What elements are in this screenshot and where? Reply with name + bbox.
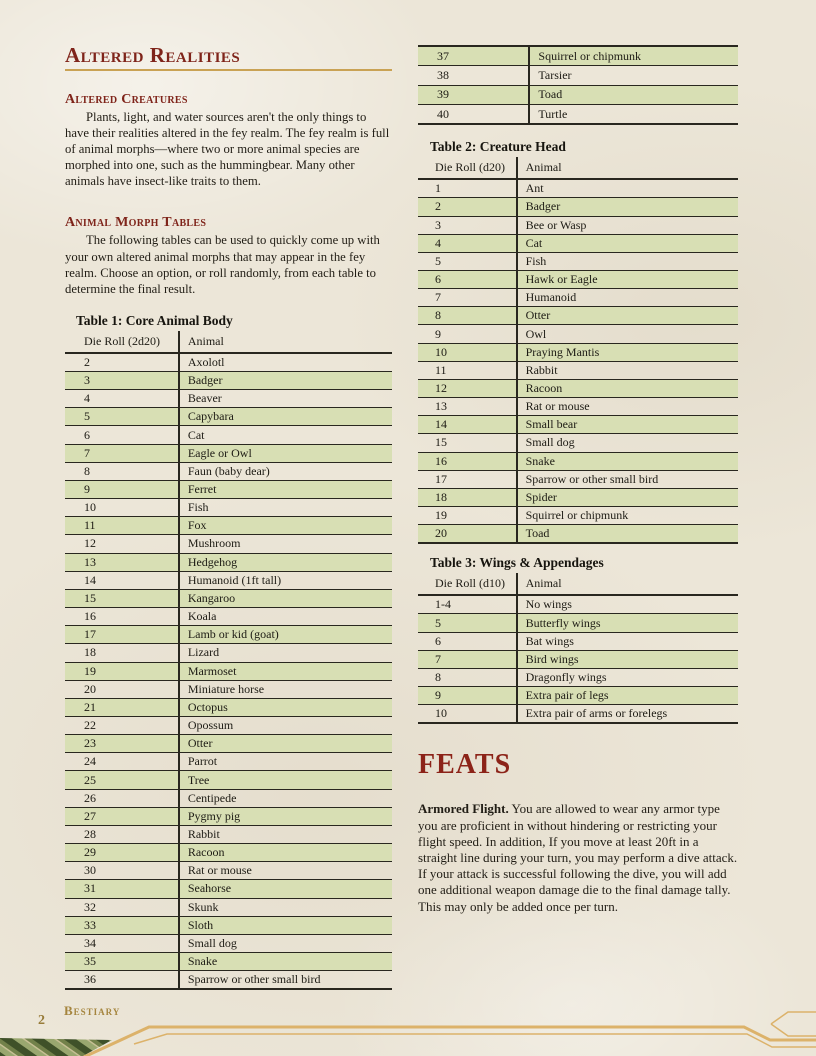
- animal-cell: Humanoid (1ft tall): [187, 572, 282, 587]
- table-row: [65, 899, 392, 917]
- die-roll-cell: 10: [84, 500, 96, 515]
- die-roll-cell: 34: [84, 935, 96, 950]
- die-roll-cell: 18: [435, 489, 447, 504]
- right-column: [418, 45, 738, 915]
- table2-col-animal: Animal: [525, 160, 562, 175]
- table-row: [65, 735, 392, 753]
- table-row: [65, 445, 392, 463]
- table1-column-divider: [178, 331, 180, 989]
- table3-col-animal: Animal: [525, 576, 562, 591]
- table-row: [65, 572, 392, 590]
- table-row: [65, 953, 392, 971]
- die-roll-cell: 15: [435, 435, 447, 450]
- die-roll-cell: 21: [84, 699, 96, 714]
- animal-cell: Skunk: [187, 899, 219, 914]
- animal-cell: Owl: [525, 326, 547, 341]
- die-roll-cell: 9: [435, 326, 441, 341]
- animal-cell: Eagle or Owl: [187, 445, 252, 460]
- table-row: [418, 434, 738, 452]
- die-roll-cell: 10: [435, 706, 447, 721]
- animal-cell: Lizard: [187, 645, 220, 660]
- gold-hexagon-cap: [771, 1012, 816, 1036]
- animal-cell: Extra pair of arms or forelegs: [525, 706, 668, 721]
- table-row: [65, 608, 392, 626]
- animal-cell: Snake: [187, 954, 218, 969]
- table-row: [65, 790, 392, 808]
- table3-wings-appendages: [418, 573, 738, 724]
- armored-flight-body: You are allowed to wear any armor type you are proficient in without hindering or restricting your flight speed. In addition, If you move at least 20ft in a straight line during your turn, you may perform a dive attack. If your attack is successful following the dive, you will add one additional weapon damage die to the final damage tally. This may only be added once per turn.: [418, 801, 738, 914]
- animal-cell: Opossum: [187, 718, 234, 733]
- die-roll-cell: 9: [84, 482, 90, 497]
- die-roll-cell: 40: [437, 106, 449, 121]
- die-roll-cell: 8: [435, 670, 441, 685]
- die-roll-cell: 32: [84, 899, 96, 914]
- animal-cell: Beaver: [187, 391, 222, 406]
- table-row: [418, 253, 738, 271]
- table2-title: Table 2: Creature Head: [430, 139, 566, 155]
- table1-continuation: [418, 45, 738, 125]
- table3-rows: [418, 596, 738, 723]
- table-row: [65, 808, 392, 826]
- die-roll-cell: 5: [84, 409, 90, 424]
- table-row: [418, 344, 738, 362]
- die-roll-cell: 20: [84, 681, 96, 696]
- gold-rule-thin: [134, 1034, 816, 1047]
- animal-cell: Rabbit: [525, 362, 558, 377]
- animal-cell: Lamb or kid (goat): [187, 627, 279, 642]
- animal-cell: Racoon: [187, 845, 225, 860]
- die-roll-cell: 31: [84, 881, 96, 896]
- animal-cell: Miniature horse: [187, 681, 265, 696]
- footer-section-label: Bestiary: [64, 1003, 121, 1018]
- animal-cell: Rat or mouse: [187, 863, 252, 878]
- die-roll-cell: 8: [84, 463, 90, 478]
- animal-cell: Butterfly wings: [525, 615, 601, 630]
- animal-cell: Tarsier: [538, 67, 572, 82]
- animal-cell: Kangaroo: [187, 590, 236, 605]
- table-row: [65, 408, 392, 426]
- table-row: [65, 590, 392, 608]
- feats-heading: FEATS: [418, 749, 512, 781]
- die-roll-cell: 13: [435, 399, 447, 414]
- animal-cell: Fish: [187, 500, 209, 515]
- animal-cell: Ferret: [187, 482, 217, 497]
- section-heading-altered-creatures: Altered Creatures: [65, 92, 188, 107]
- table-row: [65, 844, 392, 862]
- animal-cell: Capybara: [187, 409, 234, 424]
- animal-cell: Bat wings: [525, 633, 574, 648]
- animal-cell: Cat: [525, 235, 543, 250]
- die-roll-cell: 9: [435, 688, 441, 703]
- die-roll-cell: 8: [435, 308, 441, 323]
- table-row: [418, 687, 738, 705]
- page-title: Altered Realities: [65, 45, 392, 71]
- animal-cell: Octopus: [187, 699, 228, 714]
- table1-col-die-roll: Die Roll (2d20): [84, 333, 160, 348]
- table-row: [418, 398, 738, 416]
- animal-cell: Hawk or Eagle: [525, 272, 598, 287]
- animal-cell: Dragonfly wings: [525, 670, 607, 685]
- table-row: [65, 880, 392, 898]
- table-row: [418, 596, 738, 614]
- die-roll-cell: 5: [435, 253, 441, 268]
- table-row: [65, 535, 392, 553]
- table-row: [65, 426, 392, 444]
- die-roll-cell: 28: [84, 826, 96, 841]
- animal-cell: Koala: [187, 609, 217, 624]
- animal-morph-paragraph: The following tables can be used to quickly come up with your own altered animal morphs that may appear in the fey realm. Choose an option, or roll randomly, from each table to determine the final result.: [65, 233, 380, 296]
- die-roll-cell: 30: [84, 863, 96, 878]
- die-roll-cell: 1: [435, 181, 441, 196]
- table-row: [418, 325, 738, 343]
- die-roll-cell: 7: [435, 651, 441, 666]
- animal-cell: Rabbit: [187, 826, 220, 841]
- die-roll-cell: 17: [84, 627, 96, 642]
- animal-cell: Ant: [525, 181, 544, 196]
- die-roll-cell: 7: [84, 445, 90, 460]
- table-row: [65, 372, 392, 390]
- armored-flight-paragraph: [418, 801, 738, 914]
- footer-ornament: [0, 986, 816, 1056]
- table-row: [65, 626, 392, 644]
- table3-title: Table 3: Wings & Appendages: [430, 555, 604, 571]
- table3-header-row: [418, 573, 738, 596]
- table-row: [65, 481, 392, 499]
- table-row: [418, 525, 738, 543]
- animal-cell: Squirrel or chipmunk: [538, 48, 642, 63]
- die-roll-cell: 23: [84, 736, 96, 751]
- animal-cell: Sparrow or other small bird: [187, 972, 321, 987]
- animal-cell: Small dog: [187, 935, 237, 950]
- table-row: [418, 669, 738, 687]
- die-roll-cell: 37: [437, 48, 449, 63]
- animal-cell: Rat or mouse: [525, 399, 590, 414]
- die-roll-cell: 13: [84, 554, 96, 569]
- animal-cell: Parrot: [187, 754, 218, 769]
- animal-cell: Toad: [538, 87, 563, 102]
- table-row: [65, 826, 392, 844]
- table2-column-divider: [516, 157, 518, 543]
- table1-rows: [65, 354, 392, 989]
- die-roll-cell: 1-4: [435, 597, 451, 612]
- table-row: [418, 614, 738, 632]
- animal-cell: Centipede: [187, 790, 237, 805]
- animal-cell: Bee or Wasp: [525, 217, 587, 232]
- altered-creatures-paragraph: Plants, light, and water sources aren't the only things to have their realities altered in the fey realm. The fey realm is full of animal morphs—where two or more animal species are morphed into one, such as the hummingbear. Many other animals have insect-like traits to them.: [65, 110, 390, 189]
- table2-creature-head: [418, 157, 738, 544]
- animal-cell: Pygmy pig: [187, 808, 241, 823]
- table1-core-animal-body: [65, 331, 392, 990]
- animal-cell: Badger: [187, 373, 223, 388]
- die-roll-cell: 14: [435, 417, 447, 432]
- table-row: [65, 917, 392, 935]
- table-row: [418, 47, 738, 66]
- animal-cell: Small dog: [525, 435, 575, 450]
- table-row: [65, 771, 392, 789]
- armored-flight-lead: Armored Flight.: [418, 801, 509, 817]
- table-row: [418, 651, 738, 669]
- die-roll-cell: 11: [435, 362, 447, 377]
- animal-cell: Praying Mantis: [525, 344, 600, 359]
- table2-rows: [418, 180, 738, 543]
- die-roll-cell: 10: [435, 344, 447, 359]
- table1-header-row: [65, 331, 392, 354]
- table-row: [65, 681, 392, 699]
- animal-cell: Otter: [525, 308, 551, 323]
- die-roll-cell: 4: [435, 235, 441, 250]
- die-roll-cell: 16: [84, 609, 96, 624]
- animal-cell: Humanoid: [525, 290, 577, 305]
- animal-cell: Hedgehog: [187, 554, 238, 569]
- die-roll-cell: 7: [435, 290, 441, 305]
- die-roll-cell: 18: [84, 645, 96, 660]
- gold-rule-thick: [84, 1027, 816, 1056]
- table-row: [418, 307, 738, 325]
- table-row: [418, 180, 738, 198]
- table-row: [418, 362, 738, 380]
- die-roll-cell: 6: [435, 272, 441, 287]
- animal-cell: Badger: [525, 199, 561, 214]
- table-row: [418, 453, 738, 471]
- die-roll-cell: 22: [84, 718, 96, 733]
- table-row: [65, 717, 392, 735]
- section-heading-animal-morph-tables: Animal Morph Tables: [65, 215, 207, 231]
- animal-cell: Faun (baby dear): [187, 463, 270, 478]
- table2-header-row: [418, 157, 738, 180]
- die-roll-cell: 26: [84, 790, 96, 805]
- table-row: [65, 699, 392, 717]
- table-row: [418, 705, 738, 723]
- page-number: 2: [38, 1013, 45, 1028]
- table-row: [418, 235, 738, 253]
- table-row: [418, 380, 738, 398]
- left-column: [65, 45, 392, 990]
- table-row: [418, 198, 738, 216]
- animal-cell: Snake: [525, 453, 555, 468]
- table3-column-divider: [516, 573, 518, 723]
- table-row: [65, 644, 392, 662]
- die-roll-cell: 29: [84, 845, 96, 860]
- table-row: [418, 471, 738, 489]
- die-roll-cell: 39: [437, 87, 449, 102]
- table2-col-die-roll: Die Roll (d20): [435, 160, 505, 175]
- table-row: [65, 554, 392, 572]
- animal-cell: Otter: [187, 736, 213, 751]
- animal-cell: Bird wings: [525, 651, 579, 666]
- die-roll-cell: 38: [437, 67, 449, 82]
- table-row: [65, 935, 392, 953]
- table-row: [65, 390, 392, 408]
- die-roll-cell: 14: [84, 572, 96, 587]
- animal-cell: Spider: [525, 489, 557, 504]
- die-roll-cell: 25: [84, 772, 96, 787]
- table1-continued-rows: [418, 47, 738, 124]
- die-roll-cell: 4: [84, 391, 90, 406]
- animal-cell: Squirrel or chipmunk: [525, 508, 629, 523]
- animal-cell: Mushroom: [187, 536, 241, 551]
- animal-cell: Fox: [187, 518, 207, 533]
- die-roll-cell: 19: [84, 663, 96, 678]
- table-row: [65, 663, 392, 681]
- table-row: [65, 862, 392, 880]
- animal-cell: Cat: [187, 427, 205, 442]
- table-row: [65, 463, 392, 481]
- die-roll-cell: 27: [84, 808, 96, 823]
- animal-cell: Sloth: [187, 917, 214, 932]
- die-roll-cell: 5: [435, 615, 441, 630]
- die-roll-cell: 19: [435, 508, 447, 523]
- table1-title: Table 1: Core Animal Body: [76, 312, 233, 328]
- table-row: [418, 217, 738, 235]
- animal-cell: Small bear: [525, 417, 578, 432]
- animal-cell: Tree: [187, 772, 210, 787]
- table-row: [418, 416, 738, 434]
- table-row: [418, 66, 738, 85]
- animal-cell: Fish: [525, 253, 547, 268]
- animal-cell: Marmoset: [187, 663, 237, 678]
- table-row: [418, 507, 738, 525]
- animal-cell: Extra pair of legs: [525, 688, 609, 703]
- animal-cell: No wings: [525, 597, 572, 612]
- die-roll-cell: 24: [84, 754, 96, 769]
- table-row: [418, 271, 738, 289]
- table-row: [418, 289, 738, 307]
- die-roll-cell: 2: [84, 354, 90, 369]
- table-row: [65, 517, 392, 535]
- animal-cell: Sparrow or other small bird: [525, 471, 659, 486]
- table-row: [65, 753, 392, 771]
- die-roll-cell: 6: [84, 427, 90, 442]
- animal-cell: Toad: [525, 526, 550, 541]
- table-row: [65, 499, 392, 517]
- die-roll-cell: 33: [84, 917, 96, 932]
- die-roll-cell: 16: [435, 453, 447, 468]
- die-roll-cell: 12: [84, 536, 96, 551]
- animal-cell: Racoon: [525, 380, 563, 395]
- table-row: [418, 86, 738, 105]
- die-roll-cell: 3: [84, 373, 90, 388]
- animal-cell: Axolotl: [187, 354, 225, 369]
- table1-continuation-column-divider: [528, 47, 530, 124]
- die-roll-cell: 12: [435, 380, 447, 395]
- table-row: [65, 354, 392, 372]
- table3-col-die-roll: Die Roll (d10): [435, 576, 505, 591]
- die-roll-cell: 3: [435, 217, 441, 232]
- table-row: [418, 633, 738, 651]
- table-row: [418, 489, 738, 507]
- die-roll-cell: 15: [84, 590, 96, 605]
- die-roll-cell: 2: [435, 199, 441, 214]
- die-roll-cell: 6: [435, 633, 441, 648]
- die-roll-cell: 35: [84, 954, 96, 969]
- die-roll-cell: 11: [84, 518, 96, 533]
- animal-cell: Turtle: [538, 106, 568, 121]
- table-row: [418, 105, 738, 124]
- die-roll-cell: 20: [435, 526, 447, 541]
- table1-col-animal: Animal: [187, 333, 224, 348]
- die-roll-cell: 36: [84, 972, 96, 987]
- die-roll-cell: 17: [435, 471, 447, 486]
- animal-cell: Seahorse: [187, 881, 232, 896]
